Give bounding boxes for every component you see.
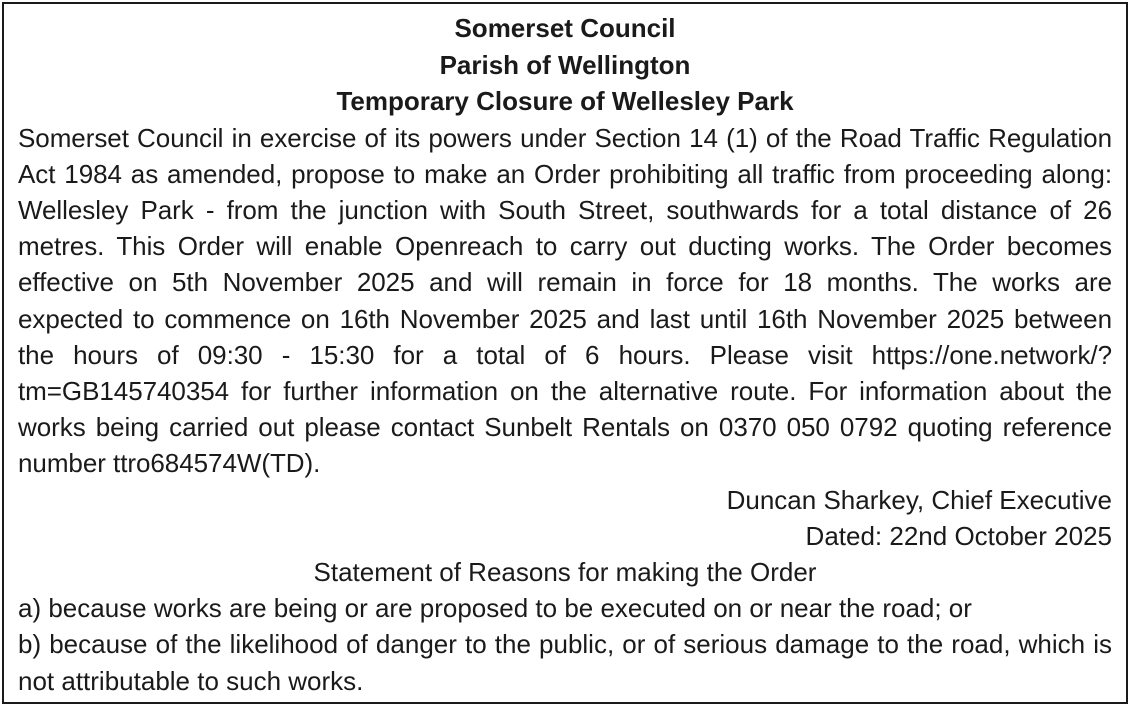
notice-body: Somerset Council in exercise of its powers under Section 14 (1) of the Road Traffic Regulation Act 1984 as amended, propose to make an Order prohibiting all traffic from proceeding along: Wellesley Park - from the junction with South Street, southwards for a total distance of 26 metres. This Order will enable Openreach to carry out ducting works. The Order becomes effective on 5th November 2025 and will remain in force for 18 months. The works are expected to commence on 16th November 2025 and last until 16th November 2025 between the hours of 09:30 - 15:30 for a total of 6 hours. Please visit https://one.network/?tm=GB145740354 for further information on the alternative route. For information about the works being carried out please contact Sunbelt Rentals on 0370 050 0792 quoting reference number ttro684574W(TD).: [18, 122, 1112, 479]
notice-title: Temporary Closure of Wellesley Park: [336, 86, 794, 116]
reasons-heading: Statement of Reasons for making the Order: [313, 556, 817, 587]
public-notice: [2, 2, 1128, 704]
parish-name: Parish of Wellington: [439, 49, 691, 80]
reason-b: b) because of the likelihood of danger to the public, or of serious damage to the road, which is not attributable to such works.: [18, 629, 1112, 696]
council-name: Somerset Council: [454, 13, 676, 43]
date-line: Dated: 22nd October 2025: [805, 520, 1112, 551]
signatory: Duncan Sharkey, Chief Executive: [726, 484, 1112, 515]
reason-a: a) because works are being or are proposed to be executed on or near the road; or: [18, 593, 972, 624]
